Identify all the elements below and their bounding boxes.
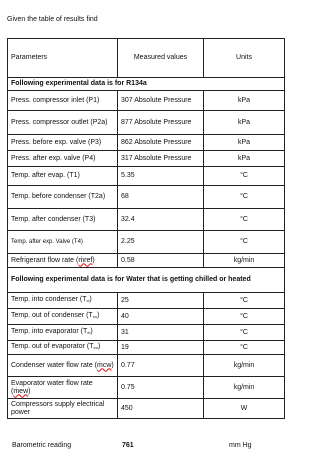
results-table — [7, 38, 285, 419]
row-unit: °C — [204, 341, 285, 355]
table-row — [8, 209, 285, 231]
row-value: 40 — [118, 309, 204, 325]
row-param — [8, 377, 118, 399]
row-value: 0.77 — [118, 355, 204, 377]
param-text: Temp. out of evaporator (T — [11, 343, 94, 350]
table-row — [8, 91, 285, 111]
param-subscript: co — [92, 314, 97, 319]
row-unit: W — [204, 399, 285, 419]
row-unit: kPa — [204, 135, 285, 151]
section-title-water: Following experimental data is for Water that is getting chilled or heated — [8, 268, 285, 293]
row-value: 862 Absolute Pressure — [118, 135, 204, 151]
param-text: Refrigerant flow rate ( — [11, 256, 79, 264]
row-param: Temp. after exp. Valve (T4) — [8, 231, 118, 254]
table-row — [8, 309, 285, 325]
header-parameters: Parameters — [8, 39, 118, 78]
section-row-r134a — [8, 78, 285, 91]
row-value: 19 — [118, 341, 204, 355]
row-unit: kPa — [204, 111, 285, 135]
row-unit: kg/min — [204, 355, 285, 377]
header-measured-values: Measured values — [118, 39, 204, 78]
param-subscript: ei — [87, 330, 91, 335]
param-text: Temp. out of condenser (T — [11, 312, 93, 319]
mass-flow-symbol: ṁref — [78, 256, 93, 264]
table-row — [8, 254, 285, 268]
row-value: 0.75 — [118, 377, 204, 399]
section-row-water — [8, 268, 285, 293]
section-title-r134a: Following experimental data is for R134a — [8, 78, 285, 91]
row-unit: °C — [204, 231, 285, 254]
table-row — [8, 151, 285, 167]
row-unit: °C — [204, 167, 285, 186]
row-param: Press. before exp. valve (P3) — [8, 135, 118, 151]
table-row — [8, 341, 285, 355]
row-param — [8, 341, 118, 355]
row-param — [8, 254, 118, 268]
table-row — [8, 231, 285, 254]
param-text: Evaporator water flow rate ( — [11, 379, 93, 395]
table-row — [8, 186, 285, 209]
param-text: Temp. into condenser (T — [11, 296, 87, 303]
row-value: 317 Absolute Pressure — [118, 151, 204, 167]
row-param — [8, 355, 118, 377]
row-param: Press. compressor outlet (P2a) — [8, 111, 118, 135]
barometric-label: Barometric reading — [12, 442, 72, 449]
row-value: 2.25 — [118, 231, 204, 254]
row-param: Temp. after evap. (T1) — [8, 167, 118, 186]
row-value: 5.35 — [118, 167, 204, 186]
table-row — [8, 325, 285, 341]
row-param: Compressors supply electrical power — [8, 399, 118, 419]
row-unit: °C — [204, 186, 285, 209]
header-units: Units — [204, 39, 285, 78]
barometric-value: 761 — [122, 442, 134, 449]
param-close: ) — [90, 328, 93, 335]
param-close: ) — [28, 387, 31, 395]
row-value: 450 — [118, 399, 204, 419]
table-row — [8, 377, 285, 399]
row-param — [8, 309, 118, 325]
param-close: ) — [89, 296, 92, 303]
row-param — [8, 293, 118, 309]
table-row — [8, 167, 285, 186]
row-unit: °C — [204, 293, 285, 309]
row-param: Press. after exp. valve (P4) — [8, 151, 118, 167]
row-value: 25 — [118, 293, 204, 309]
row-param: Press. compressor inlet (P1) — [8, 91, 118, 111]
param-close: ) — [111, 361, 114, 369]
row-param: Temp. before condenser (T2a) — [8, 186, 118, 209]
row-unit: kg/min — [204, 254, 285, 268]
row-value: 32.4 — [118, 209, 204, 231]
row-value: 307 Absolute Pressure — [118, 91, 204, 111]
row-param: Temp. after condenser (T3) — [8, 209, 118, 231]
table-row — [8, 135, 285, 151]
param-close: ) — [92, 256, 95, 264]
row-value: 877 Absolute Pressure — [118, 111, 204, 135]
row-unit: °C — [204, 325, 285, 341]
table-row — [8, 355, 285, 377]
row-unit: kg/min — [204, 377, 285, 399]
param-text: Temp. into evaporator (T — [11, 328, 88, 335]
row-unit: kPa — [204, 151, 285, 167]
table-row — [8, 111, 285, 135]
row-value: 0.58 — [118, 254, 204, 268]
mass-flow-symbol: ṁcw — [96, 361, 112, 369]
table-row — [8, 293, 285, 309]
param-close: ) — [97, 343, 101, 350]
param-text: Condenser water flow rate ( — [11, 361, 97, 369]
table-row — [8, 399, 285, 419]
param-subscript: eo — [93, 345, 98, 350]
table-header-row — [8, 39, 285, 78]
row-unit: kPa — [204, 91, 285, 111]
page-heading: Given the table of results find — [7, 16, 98, 23]
row-value: 31 — [118, 325, 204, 341]
row-unit: °C — [204, 309, 285, 325]
row-value: 68 — [118, 186, 204, 209]
param-subscript: ci — [86, 298, 90, 303]
param-close: ) — [96, 312, 100, 319]
mass-flow-symbol: ṁew — [13, 387, 29, 395]
barometric-unit: mm Hg — [229, 442, 252, 449]
row-unit: °C — [204, 209, 285, 231]
row-param — [8, 325, 118, 341]
